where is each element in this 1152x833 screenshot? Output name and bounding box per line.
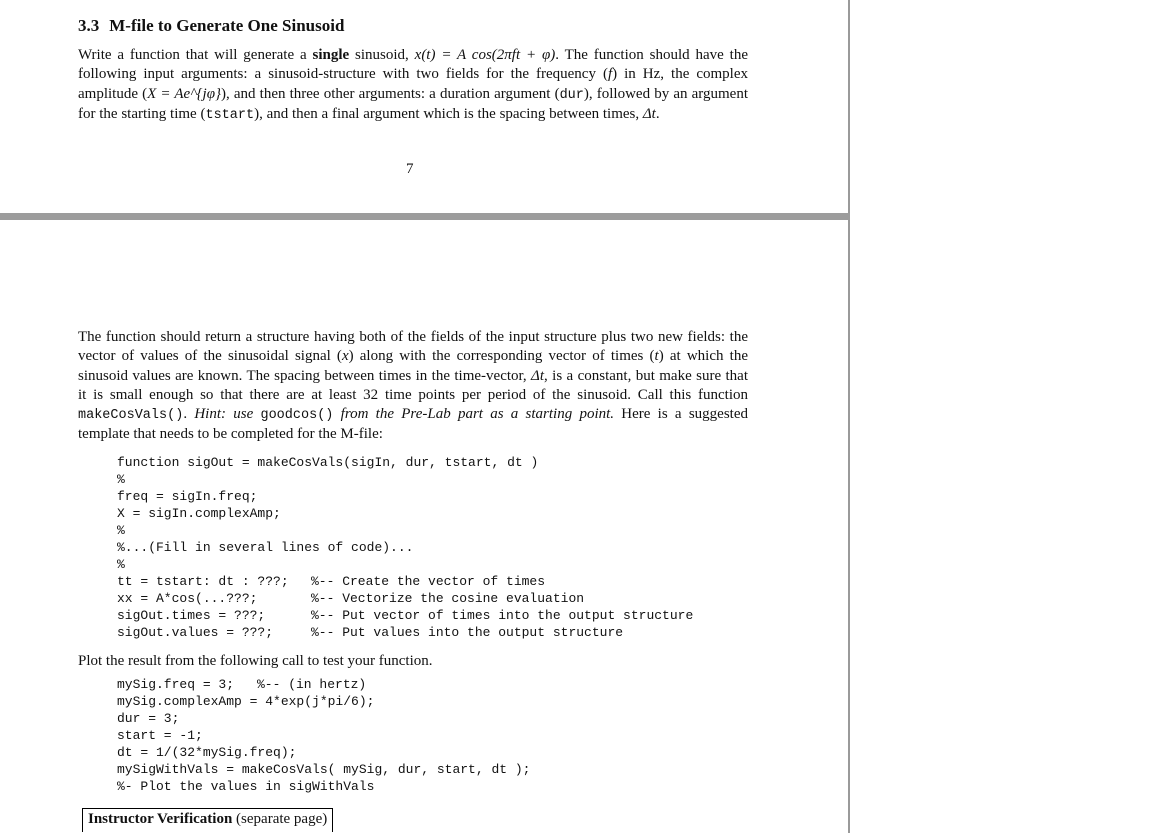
amplitude-formula: X = Ae^{jφ} [147,85,221,102]
text: Here is a suggested template that needs to be completed for the M-file: [78,406,748,443]
code-statement: sigOut.values = ???; [117,625,274,640]
tstart-arg: tstart [205,107,255,123]
code-statement: X = sigIn.complexAmp; [117,506,281,521]
text: . [183,406,195,423]
code-line [117,471,693,488]
code-line [117,727,530,744]
code-line [117,676,530,693]
plot-instruction: Plot the result from the following call to test your function. [78,653,433,669]
code-line [117,624,693,641]
goodcos-function: goodcos() [260,408,334,424]
code-line [117,607,693,624]
text: The function should return a structure having both of the fields of the input structure plus two new fields: the vector of values of the sinusoidal signal ( [78,329,748,365]
code-line [117,539,693,556]
x-symbol: x [341,348,349,365]
function-name: makeCosVals() [78,408,184,424]
delta-t-symbol: Δt [642,105,656,122]
code-statement: dt = 1/(32*mySig.freq); [117,745,297,760]
code-template [117,454,693,641]
code-line [117,573,693,590]
code-line [117,761,530,778]
code-comment: %-- Put values into the output structure [311,625,624,640]
text: sinusoid, [349,47,415,63]
t-symbol: t [654,348,659,365]
code-statement: mySig.complexAmp = 4*exp(j*pi/6); [117,694,375,709]
code-line [117,505,693,522]
page-break-bar [0,213,850,220]
text: ) in Hz, the complex amplitude ( [78,66,748,102]
page-number: 7 [406,161,414,177]
paragraph-return [78,328,748,445]
page-bottom-section [78,328,748,445]
code-comment: %-- Vectorize the cosine evaluation [311,591,585,606]
code-statement: %- Plot the values in sigWithVals [117,779,375,794]
freq-symbol: f [607,66,613,83]
section-number: 3.3 [78,16,100,35]
code-comment: %-- (in hertz) [257,677,367,692]
sinusoid-formula: x(t) = A cos(2πft + φ) [414,47,556,63]
code-line [117,744,530,761]
text: . The function should have the following input arguments: a sinusoid-structure with two fields for the frequency ( [78,47,748,83]
section-heading [78,16,748,36]
verification-label: Instructor Verification [88,811,233,827]
dur-arg: dur [559,87,584,103]
code-statement: mySigWithVals = makeCosVals( mySig, dur, start, dt ); [117,762,531,777]
code-statement: freq = sigIn.freq; [117,489,258,504]
code-statement: % [117,523,125,538]
code-line [117,710,530,727]
text: Write a function that will generate a [78,47,313,63]
hint-text: from the Pre-Lab part as a starting point. [333,406,615,423]
code-line [117,693,530,710]
text: ) at which the sinusoid values are known. The spacing between times in the time-vector, [78,348,749,384]
code-line [117,454,693,471]
page-top-section [78,16,748,125]
code-statement: sigOut.times = ???; [117,608,266,623]
text: ), and then three other arguments: a duration argument ( [221,85,560,102]
text: ) along with the corresponding vector of times ( [348,348,655,365]
text: ), followed by an argument for the starting time ( [78,85,748,122]
code-statement: dur = 3; [117,711,180,726]
code-statement: start = -1; [117,728,203,743]
text: . [655,105,660,122]
text: , is a constant, but make sure that it is small enough so that there are at least 32 time points per period of the sinusoid. Call this function [78,367,748,403]
code-test-call [117,676,530,795]
code-line [117,778,530,795]
code-statement: % [117,472,125,487]
code-comment: %-- Put vector of times into the output structure [311,608,694,623]
hint-text: Hint: use [194,406,261,423]
code-line [117,522,693,539]
code-statement: tt = tstart: dt : ???; [117,574,289,589]
paragraph-intro [78,46,748,125]
code-statement: %...(Fill in several lines of code)... [117,540,414,555]
delta-t-symbol: Δt [531,367,545,384]
code-statement: xx = A*cos(...???; [117,591,258,606]
code-statement: function sigOut = makeCosVals(sigIn, dur, tstart, dt ) [117,455,539,470]
page-right-edge [848,0,850,833]
bold-word: single [312,47,350,63]
code-line [117,488,693,505]
code-comment: %-- Create the vector of times [311,574,546,589]
code-line [117,590,693,607]
code-line [117,556,693,573]
code-statement: mySig.freq = 3; [117,677,235,692]
instructor-verification-box [82,808,333,832]
verification-note: (separate page) [232,811,328,827]
section-title: M-file to Generate One Sinusoid [109,16,345,35]
code-statement: % [117,557,125,572]
text: ), and then a final argument which is the spacing between times, [254,105,643,122]
